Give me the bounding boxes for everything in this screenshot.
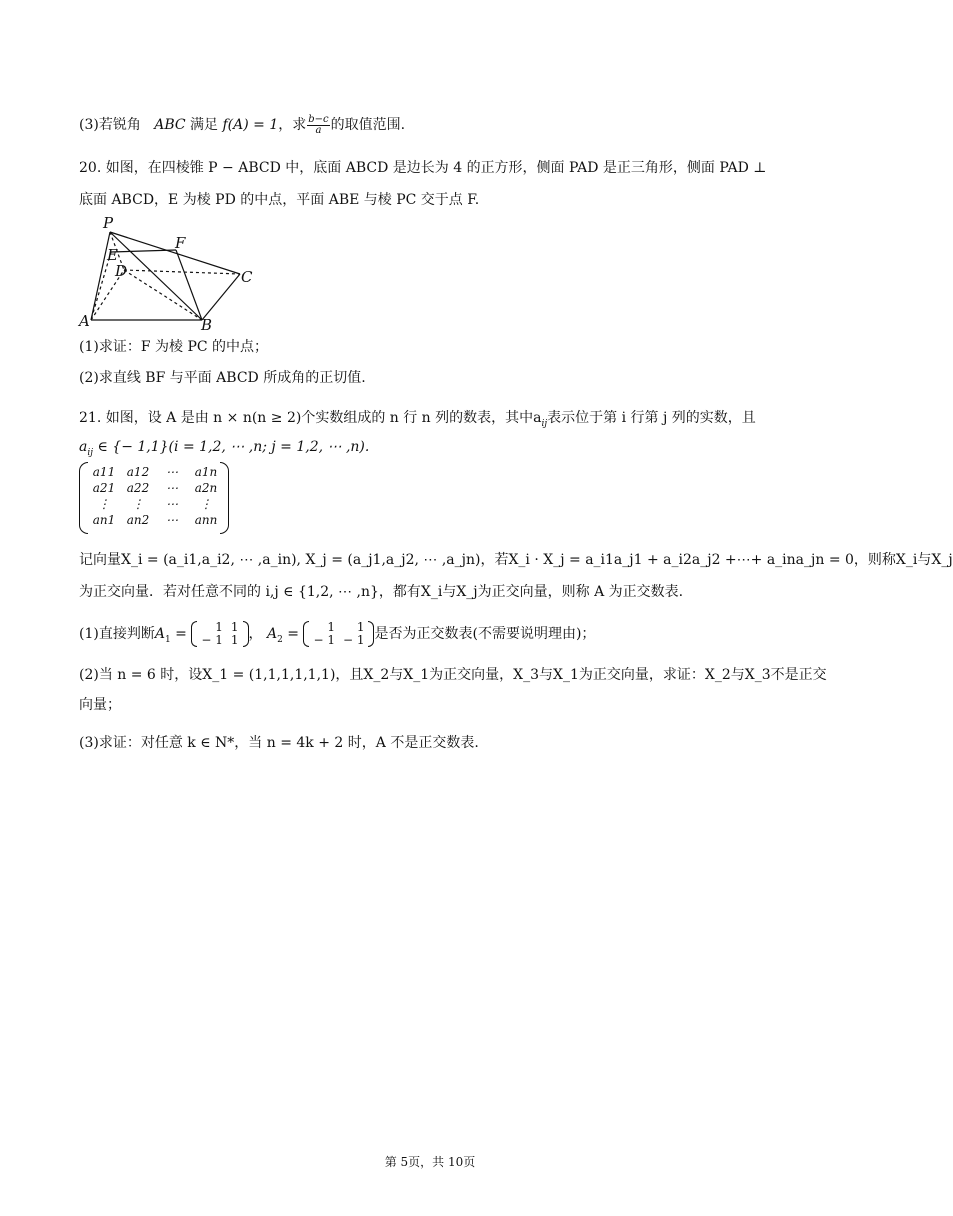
line-EF	[111, 250, 176, 252]
a1-cell: 1	[230, 633, 239, 647]
label-D: D	[115, 262, 128, 280]
q21-line2-a: a	[79, 439, 88, 455]
pyramid-figure	[76, 212, 266, 334]
label-B: B	[201, 316, 213, 334]
q21-part2-line1: (2)当 n = 6 时，设X_1 = (1,1,1,1,1,1)，且X_2与X_1为正交向量，X_3与X_1为正交向量，求证：X_2与X_3不是正交	[79, 667, 827, 683]
label-E: E	[107, 246, 118, 264]
q21-line1-rest: 表示位于第 i 行第 j 列的实数，且	[547, 410, 756, 426]
matrix-a2	[303, 621, 374, 647]
matrix-table	[79, 462, 229, 532]
a1-cell: − 1	[201, 633, 223, 647]
q19-part3-suffix: 的取值范围.	[330, 117, 406, 133]
fraction-numerator: b−c	[308, 113, 329, 125]
q21-line1-text: 21. 如图，设 A 是由 n × n(n ≥ 2)个实数组成的 n 行 n 列的数表，其中a	[79, 410, 542, 426]
label-F: F	[175, 234, 186, 252]
matrix-right-paren	[220, 462, 229, 534]
q21-line2	[79, 436, 369, 464]
matrix-grid	[87, 464, 223, 528]
matrix-cell: ⋯	[166, 513, 178, 527]
a2-cell: 1	[327, 620, 335, 634]
q19-part3-ask: ，求	[278, 117, 307, 133]
label-C: C	[241, 268, 253, 286]
matrix-cell: an2	[126, 513, 150, 527]
matrix-cell: an1	[92, 513, 116, 527]
matrix-cell: ⋮	[132, 497, 144, 511]
a1-cell: 1	[230, 620, 239, 634]
q21-line2-sub: ij	[87, 447, 94, 458]
a2-cell: − 1	[313, 633, 335, 647]
matrix-cell: a21	[92, 481, 116, 495]
matrix-cell: a22	[126, 481, 150, 495]
matrix-cell: ⋯	[166, 497, 178, 511]
a1-symbol: A	[154, 626, 165, 642]
q19-part3-prefix: (3)若锐角	[79, 117, 141, 133]
matrix-cell: ann	[194, 513, 218, 527]
q21-line1-sub: ij	[541, 418, 548, 429]
q20-line2: 底面 ABCD，E 为棱 PD 的中点，平面 ABE 与棱 PC 交于点 F.	[79, 192, 480, 208]
edge-DC	[124, 270, 240, 274]
condition: f(A) = 1	[222, 117, 279, 133]
edge-DB	[124, 270, 202, 320]
a1-cell: 1	[215, 620, 223, 634]
fraction	[307, 115, 329, 136]
label-P: P	[103, 214, 114, 232]
fraction-denominator: a	[315, 124, 322, 136]
q21-part1: (1)直接判断$A_1$ = 1 1 − 1 1 ， $A_2$ = 1 1 − 1 − 1 是否为正交数表(不需要说明理由)；	[79, 620, 596, 647]
q20-part1: (1)求证：F 为棱 PC 的中点；	[79, 339, 269, 355]
q21-line1	[79, 407, 756, 435]
matrix-cell: ⋮	[98, 497, 110, 511]
matrix-a1	[191, 621, 248, 647]
a2-symbol: A	[266, 626, 278, 642]
matrix-cell: ⋯	[166, 465, 178, 479]
matrix-cell: a11	[92, 465, 116, 479]
matrix-cell: ⋯	[166, 481, 178, 495]
q21-line3: 记向量X_i = (a_i1,a_i2, ⋯ ,a_in), X_j = (a_j1,a_j2, ⋯ ,a_jn)，若X_i · X_j = a_i1a_j1 + a_i2a_j2 +⋯+ a_ina_jn = 0，则称X_i与X_j	[79, 552, 953, 568]
label-A: A	[79, 312, 90, 330]
edge-BC	[202, 274, 240, 320]
q20-line1: 20. 如图，在四棱锥 P − ABCD 中，底面 ABCD 是边长为 4 的正方形，侧面 PAD 是正三角形，侧面 PAD ⊥	[79, 160, 767, 176]
q19-part3	[79, 114, 405, 136]
q21-line4: 为正交向量．若对任意不同的 i,j ∈ {1,2, ⋯ ,n}，都有X_i与X_j为正交向量，则称 A 为正交数表.	[79, 584, 684, 600]
matrix-cell: a12	[126, 465, 150, 479]
triangle-name: ABC	[154, 117, 186, 133]
a2-cell: 1	[356, 620, 365, 634]
q21-part1-prefix: (1)直接判断	[79, 626, 155, 642]
matrix-cell: a2n	[194, 481, 218, 495]
q21-line2-rest: ∈ {− 1,1}(i = 1,2, ⋯ ,n; j = 1,2, ⋯ ,n).	[93, 439, 370, 455]
q21-part3: (3)求证：对任意 k ∈ N*，当 n = 4k + 2 时，A 不是正交数表.	[79, 735, 479, 751]
q21-part2-line2: 向量；	[79, 697, 121, 713]
page-footer: 第 5页，共 10页	[384, 1155, 476, 1169]
matrix-cell: a1n	[194, 465, 218, 479]
q20-part2: (2)求直线 BF 与平面 ABCD 所成角的正切值.	[79, 370, 366, 386]
q21-part1-suffix: 是否为正交数表(不需要说明理由)；	[374, 626, 596, 642]
matrix-cell: ⋮	[200, 497, 212, 511]
a2-cell: − 1	[342, 633, 365, 647]
q19-part3-mid: 满足	[190, 117, 219, 133]
